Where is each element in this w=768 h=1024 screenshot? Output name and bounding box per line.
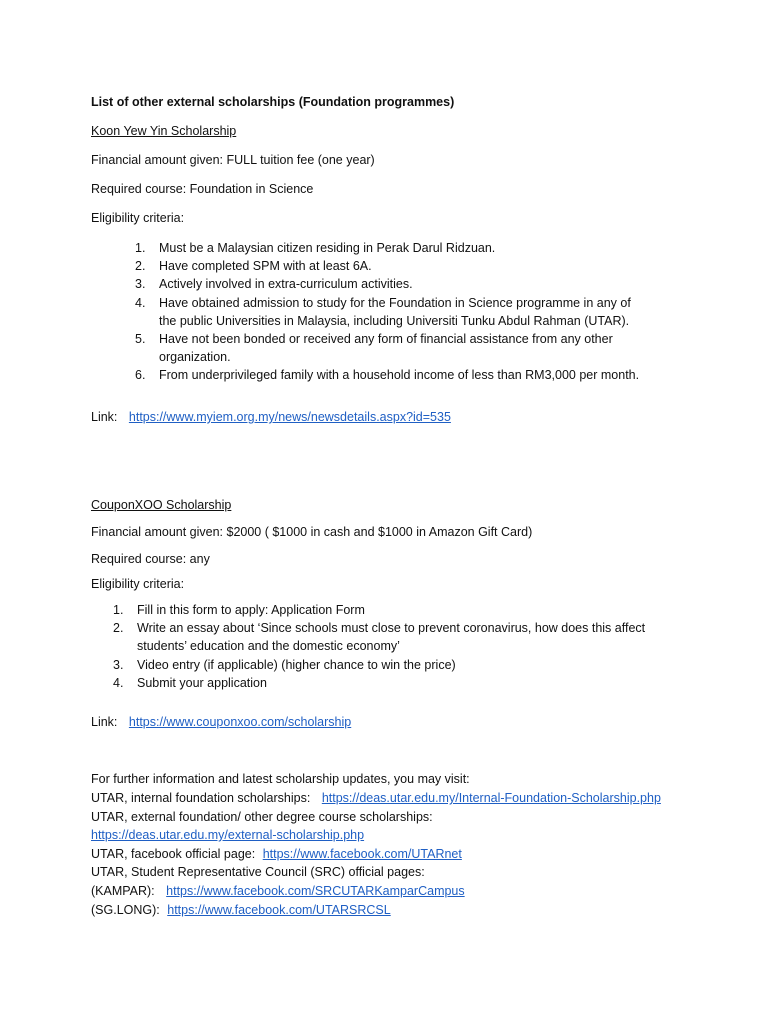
criteria-item xyxy=(113,239,639,257)
criteria-text: Have not been bonded or received any form of financial assistance from any other xyxy=(159,332,613,347)
criteria-text: Have obtained admission to study for the Foundation in Science programme in any of xyxy=(159,295,631,310)
criteria-text: Submit your application xyxy=(137,675,267,690)
sglong-label: (SG.LONG): xyxy=(91,903,160,917)
scholarship-1-course: Required course: Foundation in Science xyxy=(91,182,314,196)
scholarship-1-criteria-list xyxy=(113,239,639,385)
criteria-number: 4. xyxy=(135,295,146,310)
kampar-label: (KAMPAR): xyxy=(91,884,155,898)
criteria-number: 2. xyxy=(135,259,146,274)
scholarship-2-link-label: Link: xyxy=(91,715,118,729)
external-scholarship-row xyxy=(91,827,364,843)
kampar-link[interactable]: https://www.facebook.com/SRCUTARKamparCampus xyxy=(166,884,465,898)
internal-scholarship-link[interactable]: https://deas.utar.edu.my/Internal-Foundation-Scholarship.php xyxy=(321,791,661,805)
internal-scholarship-row xyxy=(91,790,661,806)
scholarship-1-link-row xyxy=(91,409,451,425)
criteria-item xyxy=(91,619,645,655)
src-label: UTAR, Student Representative Council (SRC) official pages: xyxy=(91,865,425,879)
further-info-intro: For further information and latest scholarship updates, you may visit: xyxy=(91,772,470,786)
scholarship-2-amount: Financial amount given: $2000 ( $1000 in cash and $1000 in Amazon Gift Card) xyxy=(91,525,533,539)
facebook-label: UTAR, facebook official page: xyxy=(91,847,256,861)
criteria-text-continued: organization. xyxy=(159,350,231,365)
criteria-item xyxy=(113,257,639,275)
criteria-item xyxy=(113,275,639,293)
criteria-item xyxy=(91,656,645,674)
scholarship-2-criteria-list xyxy=(91,601,645,692)
criteria-text: Must be a Malaysian citizen residing in Perak Darul Ridzuan. xyxy=(159,241,496,255)
sglong-row xyxy=(91,902,391,918)
criteria-number: 1. xyxy=(113,603,124,617)
external-scholarship-link[interactable]: https://deas.utar.edu.my/external-scholarship.php xyxy=(91,828,365,842)
scholarship-1-name: Koon Yew Yin Scholarship xyxy=(91,124,237,138)
criteria-item xyxy=(91,674,645,692)
criteria-number: 5. xyxy=(135,332,146,347)
criteria-text-continued: students’ education and the domestic economy’ xyxy=(137,639,400,654)
criteria-text: Have completed SPM with at least 6A. xyxy=(159,259,372,274)
criteria-item xyxy=(91,601,645,619)
scholarship-2-course: Required course: any xyxy=(91,552,210,566)
criteria-item xyxy=(113,330,639,366)
scholarship-2-name: CouponXOO Scholarship xyxy=(91,498,232,512)
scholarship-1-link-label: Link: xyxy=(91,410,118,424)
page-title: List of other external scholarships (Foundation programmes) xyxy=(91,95,455,109)
criteria-number: 1. xyxy=(135,241,146,255)
criteria-number: 6. xyxy=(135,368,146,383)
criteria-text: Write an essay about ‘Since schools must close to prevent coronavirus, how does this affect xyxy=(137,621,646,636)
criteria-number: 2. xyxy=(113,621,124,636)
facebook-row xyxy=(91,846,462,862)
kampar-row xyxy=(91,883,465,899)
sglong-link[interactable]: https://www.facebook.com/UTARSRCSL xyxy=(167,903,391,917)
criteria-item xyxy=(113,366,639,384)
criteria-item xyxy=(113,294,639,330)
scholarship-1-eligibility-label: Eligibility criteria: xyxy=(91,211,185,225)
criteria-text: Video entry (if applicable) (higher chance to win the price) xyxy=(137,657,456,672)
scholarship-1-amount: Financial amount given: FULL tuition fee (one year) xyxy=(91,153,375,167)
criteria-text-continued: the public Universities in Malaysia, including Universiti Tunku Abdul Rahman (UTAR). xyxy=(159,313,630,328)
criteria-number: 3. xyxy=(135,277,146,292)
internal-scholarship-label: UTAR, internal foundation scholarships: xyxy=(91,791,311,805)
criteria-text: Fill in this form to apply: Application Form xyxy=(137,603,365,617)
external-scholarship-label: UTAR, external foundation/ other degree course scholarships: xyxy=(91,810,433,824)
criteria-number: 4. xyxy=(113,675,124,690)
scholarship-2-link-row xyxy=(91,714,351,730)
scholarship-1-link[interactable]: https://www.myiem.org.my/news/newsdetails.aspx?id=535 xyxy=(128,410,451,424)
scholarship-2-link[interactable]: https://www.couponxoo.com/scholarship xyxy=(128,715,352,729)
facebook-link[interactable]: https://www.facebook.com/UTARnet xyxy=(262,847,462,861)
criteria-text: From underprivileged family with a household income of less than RM3,000 per month. xyxy=(159,368,640,383)
criteria-number: 3. xyxy=(113,657,124,672)
criteria-text: Actively involved in extra-curriculum activities. xyxy=(159,277,413,292)
scholarship-2-eligibility-label: Eligibility criteria: xyxy=(91,577,185,591)
